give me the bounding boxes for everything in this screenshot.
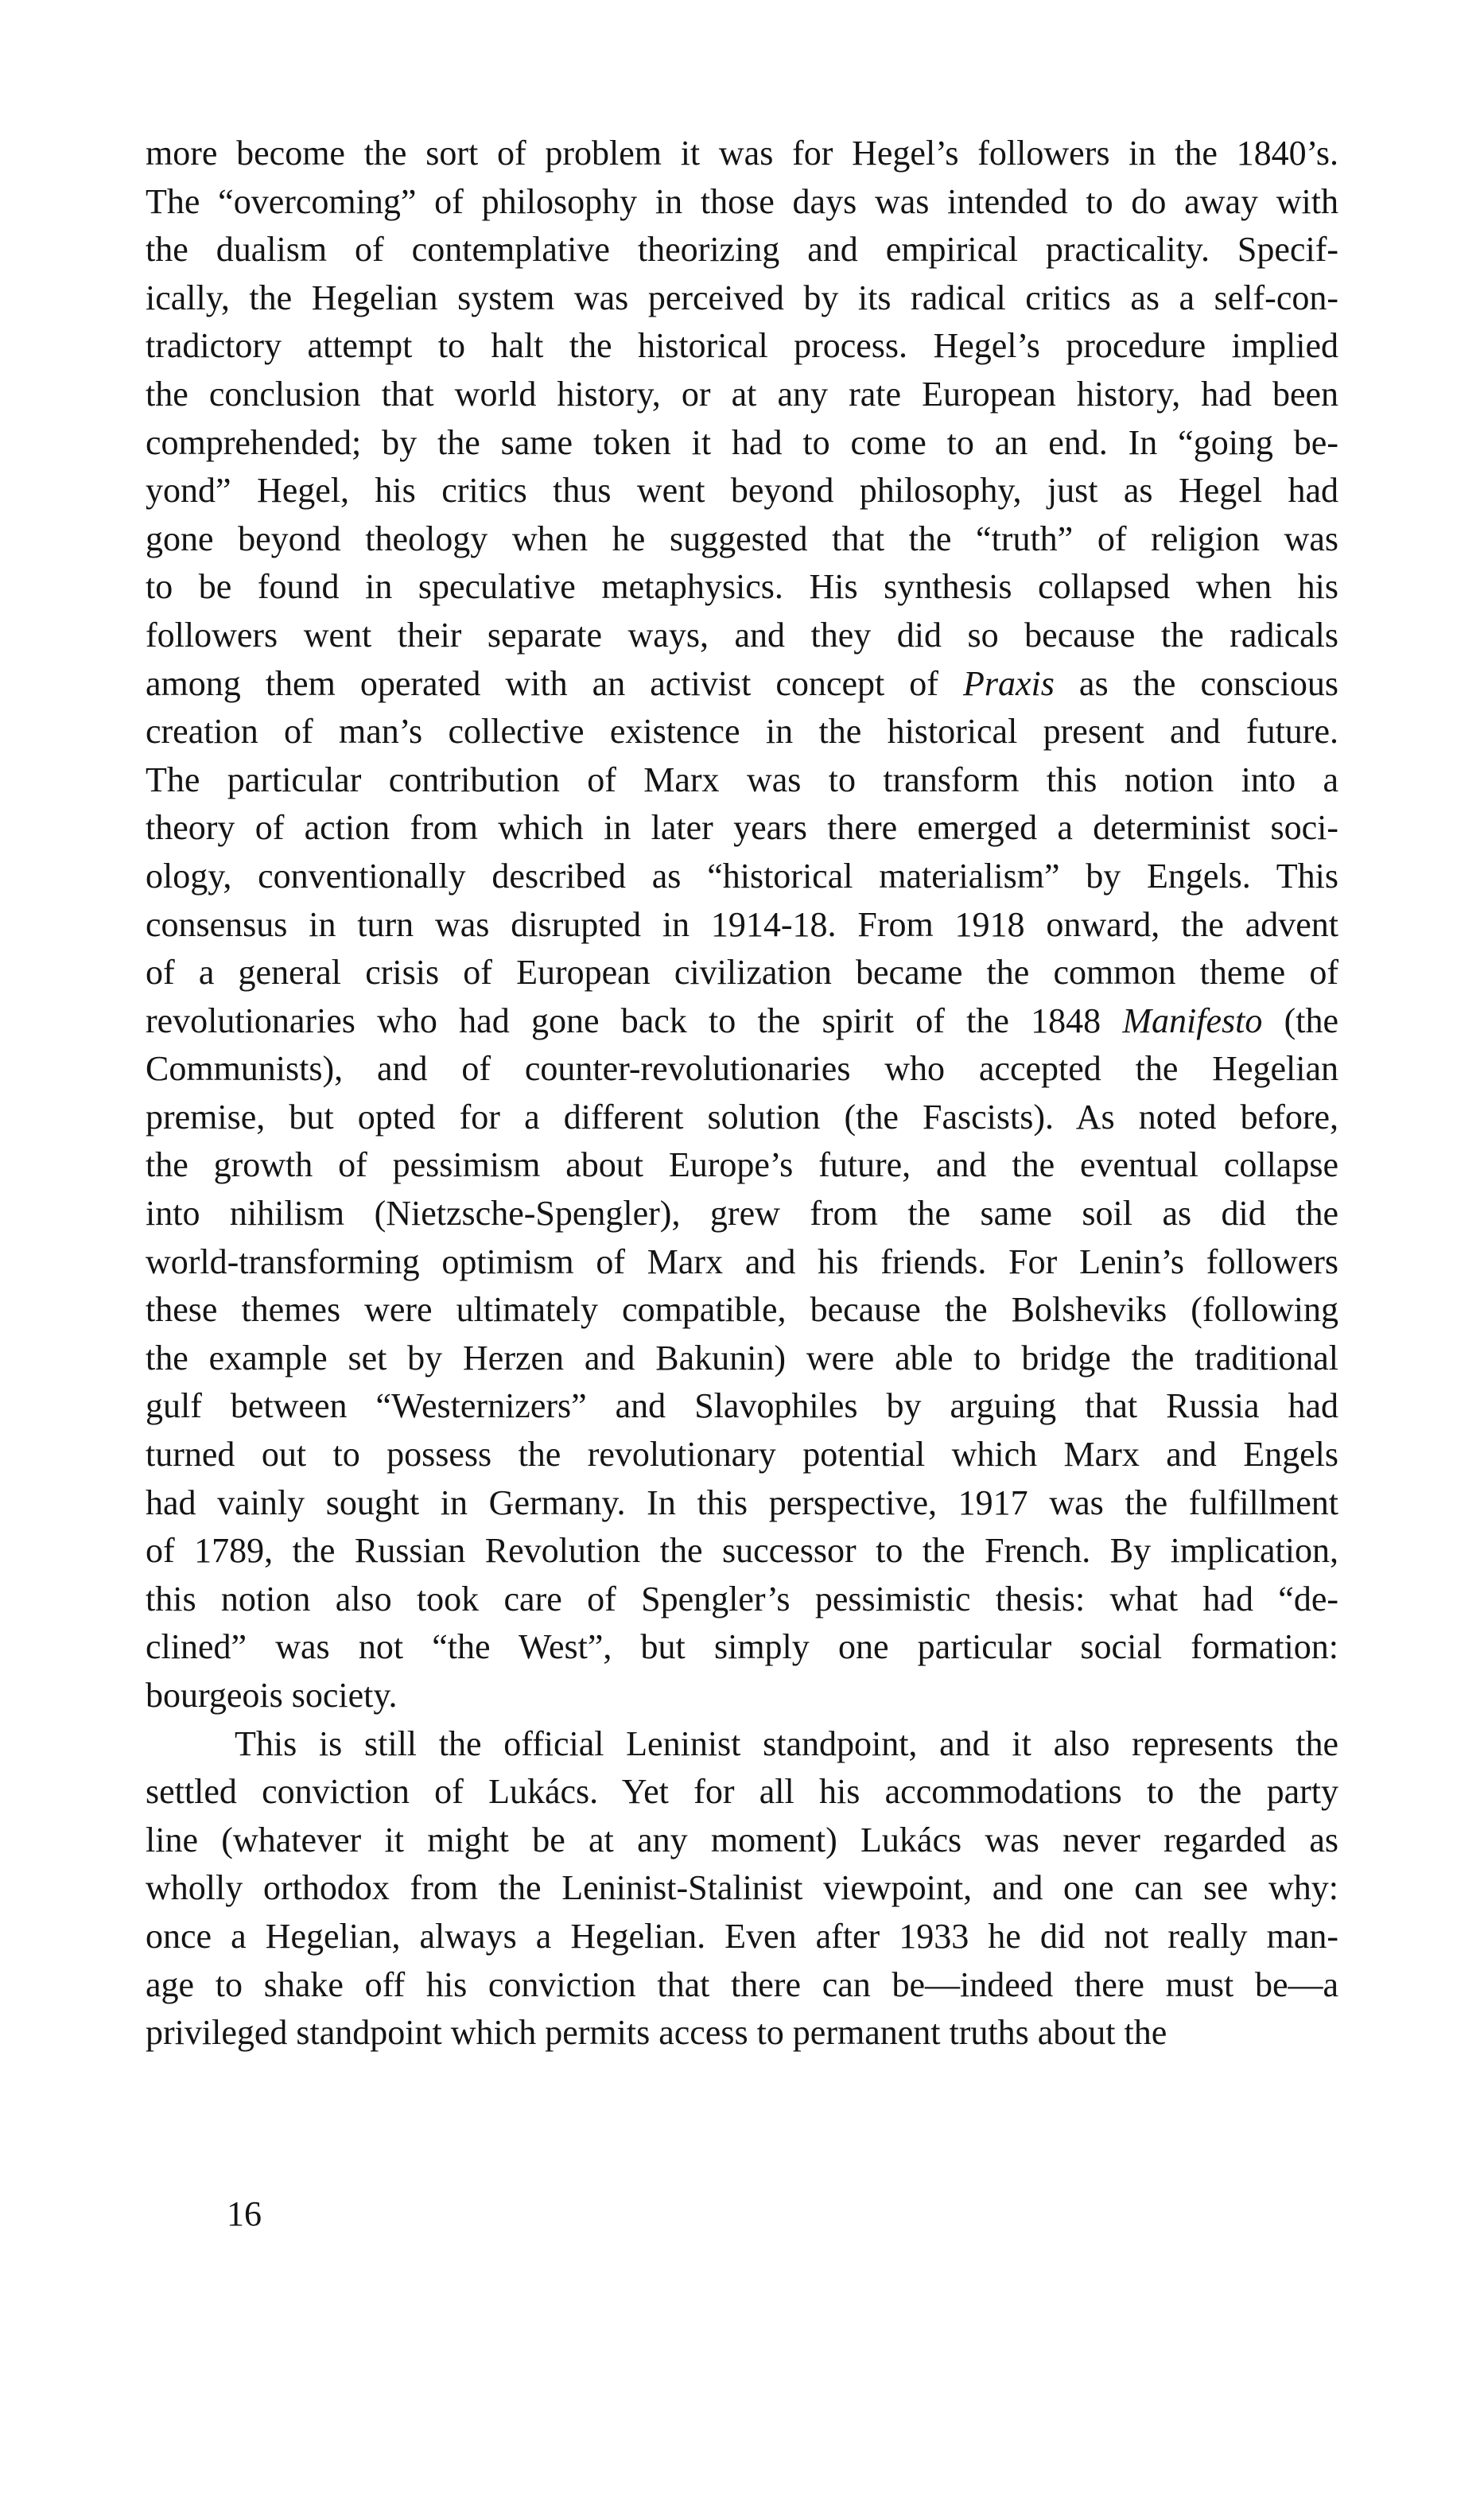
italic-term: Praxis bbox=[962, 663, 1055, 703]
text-line bbox=[146, 1913, 1338, 1961]
text-segment: wholly orthodox from the Leninist-Stalinist viewpoint, and one can see why: bbox=[146, 1868, 1338, 1908]
text-segment: followers went their separate ways, and they did so because the radicals bbox=[146, 615, 1338, 655]
text-segment: revolutionaries who had gone back to the spirit of the 1848 bbox=[146, 1001, 1123, 1040]
text-segment: to be found in speculative metaphysics. His synthesis collapsed when his bbox=[146, 567, 1338, 607]
text-segment: of a general crisis of European civilization became the common theme of bbox=[146, 953, 1338, 993]
text-line bbox=[146, 1335, 1338, 1383]
text-line bbox=[146, 1623, 1338, 1672]
text-segment: comprehended; by the same token it had to come to an end. In “going be- bbox=[146, 422, 1338, 462]
text-segment: The particular contribution of Marx was to transform this notion into a bbox=[146, 760, 1338, 799]
text-segment: The “overcoming” of philosophy in those days was intended to do away with bbox=[146, 181, 1338, 221]
text-line bbox=[146, 1431, 1338, 1479]
text-segment: as the conscious bbox=[1054, 663, 1338, 703]
text-segment: among them operated with an activist concept of bbox=[146, 663, 963, 703]
text-segment: (the bbox=[1262, 1001, 1338, 1040]
text-segment: theory of action from which in later years there emerged a determinist soci- bbox=[146, 808, 1338, 848]
text-segment: bourgeois society. bbox=[146, 1676, 398, 1715]
text-segment: these themes were ultimately compatible, because the Bolsheviks (following bbox=[146, 1290, 1338, 1330]
text-line bbox=[146, 563, 1338, 612]
text-line bbox=[146, 1479, 1338, 1528]
text-line bbox=[146, 1817, 1338, 1865]
text-segment: ically, the Hegelian system was perceived by its radical critics as a self-con- bbox=[146, 278, 1338, 317]
text-line bbox=[146, 2009, 1338, 2058]
text-line bbox=[146, 1527, 1338, 1576]
text-line bbox=[146, 853, 1338, 901]
text-segment: once a Hegelian, always a Hegelian. Even after 1933 he did not really man- bbox=[146, 1916, 1338, 1956]
text-line bbox=[146, 1768, 1338, 1817]
text-line bbox=[146, 274, 1338, 323]
text-segment: This is still the official Leninist standpoint, and it also represents the bbox=[235, 1723, 1338, 1763]
text-segment: tradictory attempt to halt the historical process. Hegel’s procedure implied bbox=[146, 326, 1338, 366]
text-line bbox=[146, 1045, 1338, 1094]
text-segment: had vainly sought in Germany. In this perspective, 1917 was the fulfillment bbox=[146, 1482, 1338, 1522]
text-segment: age to shake off his conviction that there can be—indeed there must be—a bbox=[146, 1964, 1338, 2004]
text-line bbox=[146, 419, 1338, 468]
text-line bbox=[146, 1672, 1338, 1720]
text-segment: the dualism of contemplative theorizing and empirical practicality. Specif- bbox=[146, 230, 1338, 270]
text-segment: premise, but opted for a different solution (the Fascists). As noted before, bbox=[146, 1097, 1338, 1137]
text-line bbox=[146, 130, 1338, 178]
text-line bbox=[146, 997, 1338, 1046]
text-line bbox=[146, 1286, 1338, 1335]
text-line bbox=[146, 1961, 1338, 2010]
text-segment: settled conviction of Lukács. Yet for all his accommodations to the party bbox=[146, 1772, 1338, 1812]
text-line bbox=[146, 322, 1338, 371]
text-line bbox=[146, 1576, 1338, 1624]
text-segment: consensus in turn was disrupted in 1914-18. From 1918 onward, the advent bbox=[146, 904, 1338, 944]
text-line bbox=[146, 226, 1338, 274]
text-line bbox=[146, 660, 1338, 709]
text-line bbox=[146, 612, 1338, 660]
text-line bbox=[146, 804, 1338, 853]
text-segment: ology, conventionally described as “historical materialism” by Engels. This bbox=[146, 856, 1338, 896]
text-line bbox=[146, 178, 1338, 227]
text-line bbox=[146, 1864, 1338, 1913]
text-segment: line (whatever it might be at any moment) Lukács was never regarded as bbox=[146, 1820, 1338, 1859]
text-line bbox=[146, 708, 1338, 756]
text-segment: creation of man’s collective existence in the historical present and future. bbox=[146, 712, 1338, 752]
page-number: 16 bbox=[227, 2194, 262, 2233]
text-line bbox=[146, 371, 1338, 419]
text-segment: of 1789, the Russian Revolution the successor to the French. By implication, bbox=[146, 1531, 1338, 1571]
text-segment: the conclusion that world history, or at any rate European history, had been bbox=[146, 374, 1338, 414]
text-segment: Communists), and of counter-revolutionaries who accepted the Hegelian bbox=[146, 1049, 1338, 1089]
text-segment: the growth of pessimism about Europe’s future, and the eventual collapse bbox=[146, 1145, 1338, 1185]
text-line bbox=[146, 467, 1338, 515]
text-line bbox=[146, 756, 1338, 805]
body-text bbox=[146, 130, 1338, 2058]
text-line bbox=[146, 1094, 1338, 1142]
text-segment: more become the sort of problem it was for Hegel’s followers in the 1840’s. bbox=[146, 134, 1338, 173]
text-line bbox=[146, 1720, 1338, 1769]
text-line bbox=[146, 1141, 1338, 1190]
text-line bbox=[146, 515, 1338, 564]
text-segment: world-transforming optimism of Marx and his friends. For Lenin’s followers bbox=[146, 1242, 1338, 1281]
text-line bbox=[146, 1190, 1338, 1238]
text-segment: into nihilism (Nietzsche-Spengler), grew from the same soil as did the bbox=[146, 1194, 1338, 1234]
text-line bbox=[146, 1382, 1338, 1431]
text-segment: privileged standpoint which permits access to permanent truths about the bbox=[146, 2013, 1167, 2053]
text-segment: the example set by Herzen and Bakunin) were able to bridge the traditional bbox=[146, 1338, 1338, 1378]
text-segment: gone beyond theology when he suggested that the “truth” of religion was bbox=[146, 519, 1338, 558]
text-line bbox=[146, 949, 1338, 997]
text-segment: yond” Hegel, his critics thus went beyond philosophy, just as Hegel had bbox=[146, 471, 1338, 511]
italic-term: Manifesto bbox=[1122, 1001, 1263, 1040]
text-segment: gulf between “Westernizers” and Slavophiles by arguing that Russia had bbox=[146, 1386, 1338, 1426]
text-line bbox=[146, 1238, 1338, 1287]
text-line bbox=[146, 901, 1338, 950]
text-segment: clined” was not “the West”, but simply one particular social formation: bbox=[146, 1627, 1338, 1667]
text-segment: turned out to possess the revolutionary potential which Marx and Engels bbox=[146, 1435, 1338, 1475]
text-segment: this notion also took care of Spengler’s pessimistic thesis: what had “de- bbox=[146, 1579, 1338, 1618]
